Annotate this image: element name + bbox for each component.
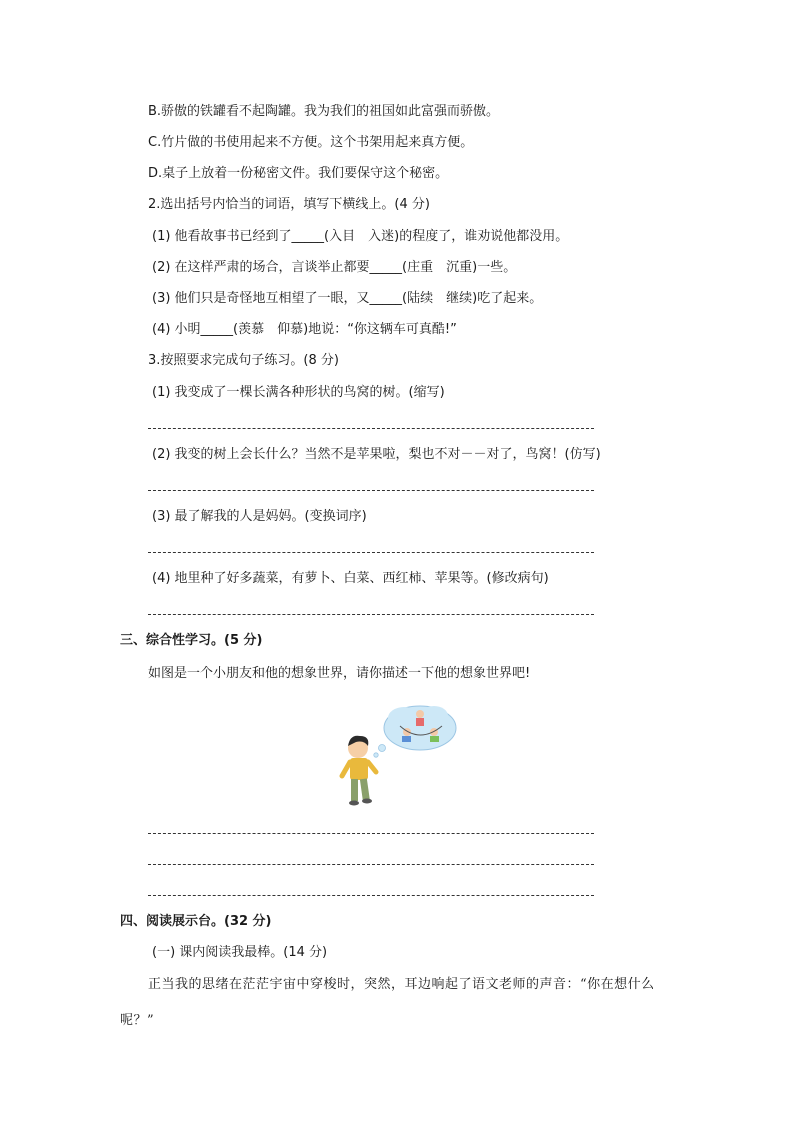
question-3-title: 3.按照要求完成句子练习。(8 分) [148,353,339,368]
option-d: D.桌子上放着一份秘密文件。我们要保守这个秘密。 [148,166,449,181]
section-3-prompt: 如图是一个小朋友和他的想象世界，请你描述一下他的想象世界吧! [148,666,531,681]
section-4-subheading: (一) 课内阅读我最棒。(14 分) [152,945,328,960]
thought-cloud [374,706,456,757]
option-c: C.竹片做的书使用起来不方便。这个书架用起来真方便。 [148,135,474,150]
answer-line[interactable] [148,614,594,615]
answer-line[interactable] [148,833,594,834]
question-3-item-1: (1) 我变成了一棵长满各种形状的鸟窝的树。(缩写) [152,385,445,400]
section-3-heading: 三、综合性学习。(5 分) [120,633,263,648]
question-3-item-3: (3) 最了解我的人是妈妈。(变换词序) [152,509,367,524]
boy-figure [342,736,376,806]
reading-passage: 呢？” [120,1013,155,1028]
answer-line[interactable] [148,864,594,865]
question-2-title: 2.选出括号内恰当的词语，填写下横线上。(4 分) [148,197,430,212]
answer-line[interactable] [148,552,594,553]
question-2-item-4: (4) 小明_____(羡慕 仰慕)地说：“你这辆车可真酷!” [152,322,457,337]
question-2-item-2: (2) 在这样严肃的场合，言谈举止都要_____(庄重 沉重)一些。 [152,260,517,275]
question-3-item-2: (2) 我变的树上会长什么？当然不是苹果啦，梨也不对－－对了，鸟窝！(仿写) [152,447,601,462]
option-b: B.骄傲的铁罐看不起陶罐。我为我们的祖国如此富强而骄傲。 [148,104,500,119]
question-3-item-4: (4) 地里种了好多蔬菜，有萝卜、白菜、西红柿、苹果等。(修改病句) [152,571,549,586]
reading-passage: 正当我的思绪在茫茫宇宙中穿梭时，突然，耳边响起了语文老师的声音：“你在想什么 [148,977,655,992]
boy-imagination-illustration [330,700,460,808]
answer-line[interactable] [148,490,594,491]
answer-line[interactable] [148,428,594,429]
question-2-item-3: (3) 他们只是奇怪地互相望了一眼，又_____(陆续 继续)吃了起来。 [152,291,543,306]
answer-line[interactable] [148,895,594,896]
section-4-heading: 四、阅读展示台。(32 分) [120,914,272,929]
question-2-item-1: (1) 他看故事书已经到了_____(入目 入迷)的程度了，谁劝说他都没用。 [152,229,569,244]
